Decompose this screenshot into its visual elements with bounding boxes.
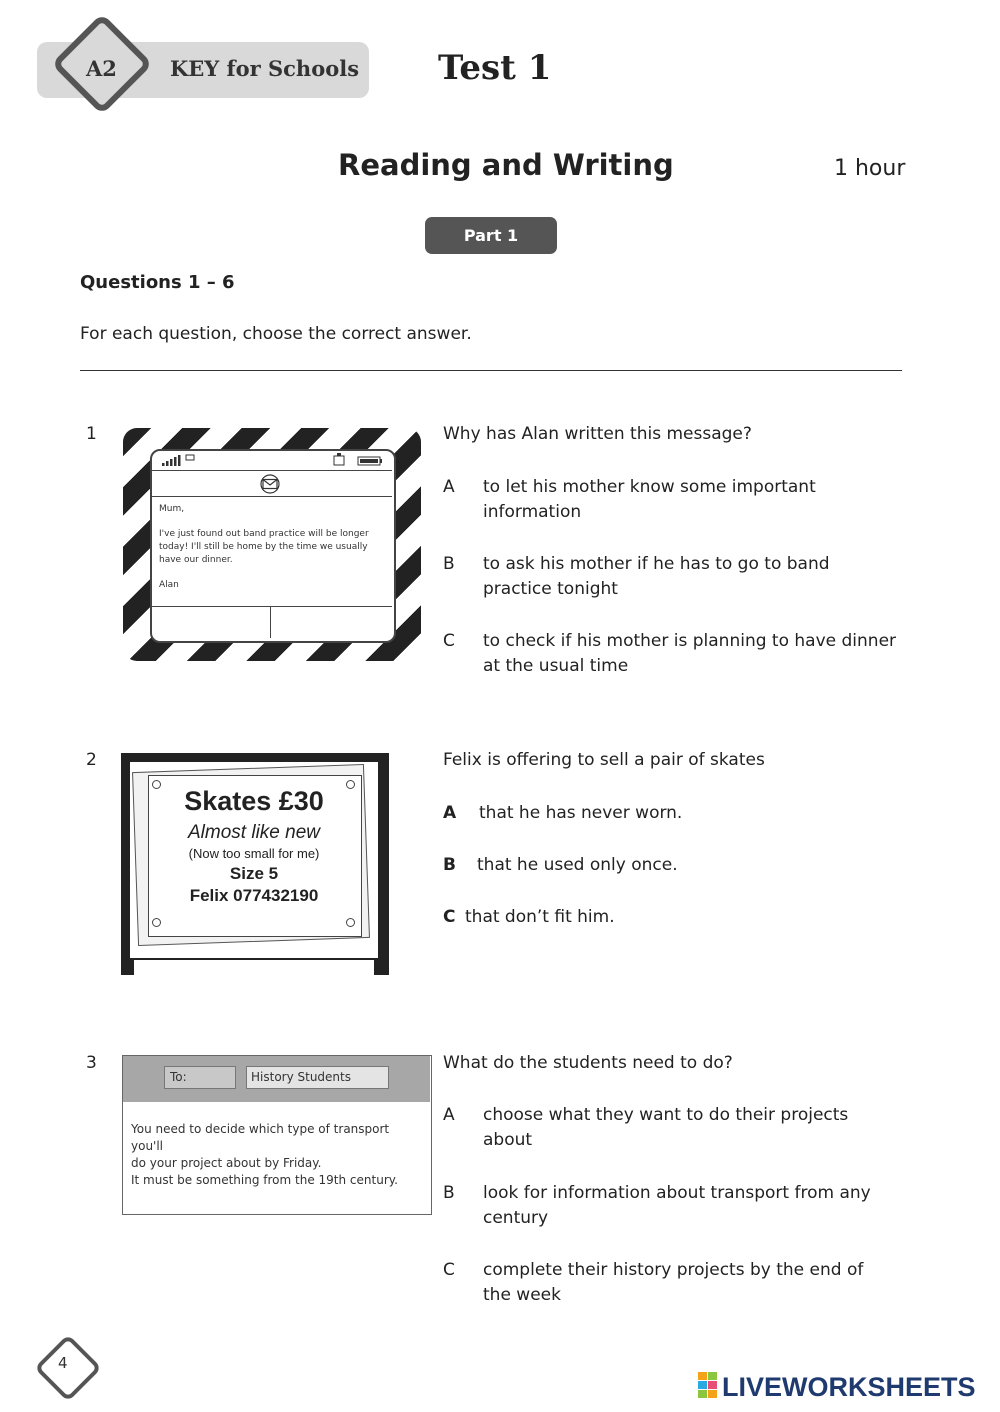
to-label: To: bbox=[170, 1070, 187, 1084]
duration: 1 hour bbox=[834, 156, 906, 181]
test-title: Test 1 bbox=[438, 48, 552, 88]
sign-title: Skates £30 bbox=[184, 786, 324, 816]
option-c[interactable]: complete their history projects by the end of the week bbox=[483, 1260, 864, 1305]
option-c[interactable]: to check if his mother is planning to have dinner at the usual time bbox=[483, 631, 897, 676]
pin-icon bbox=[152, 918, 161, 927]
question-stem: Why has Alan written this message? bbox=[443, 424, 752, 444]
sign-base bbox=[134, 960, 374, 976]
option-c[interactable]: that don’t fit him. bbox=[465, 907, 615, 927]
sign-size: Size 5 bbox=[229, 864, 279, 883]
to-value: History Students bbox=[251, 1070, 351, 1084]
message-greeting: Mum, bbox=[159, 504, 185, 514]
message-line: have our dinner. bbox=[159, 555, 233, 565]
sign-note: (Now too small for me) bbox=[188, 846, 320, 861]
option-letter[interactable]: C bbox=[443, 631, 455, 651]
question-stem: What do the students need to do? bbox=[443, 1053, 733, 1073]
divider bbox=[80, 370, 902, 371]
brand-name[interactable]: LIVEWORKSHEETS bbox=[722, 1372, 976, 1402]
option-a[interactable]: choose what they want to do their projects about bbox=[483, 1105, 849, 1150]
option-letter[interactable]: C bbox=[443, 1260, 455, 1280]
option-letter[interactable]: B bbox=[443, 1183, 455, 1203]
exam-name: KEY for Schools bbox=[170, 56, 360, 81]
signal-icon bbox=[160, 453, 200, 467]
option-letter[interactable]: A bbox=[443, 477, 455, 497]
phone-header-divider bbox=[151, 496, 392, 497]
email-body: You need to decide which type of transport you'll do your project about by Friday. It must be something from the 19th century. bbox=[131, 1122, 398, 1187]
phone-status-divider bbox=[151, 470, 392, 471]
page-number: 4 bbox=[58, 1354, 68, 1372]
liveworksheets-logo-icon bbox=[698, 1372, 718, 1398]
question-number: 1 bbox=[86, 424, 97, 444]
option-a[interactable]: that he has never worn. bbox=[479, 803, 683, 823]
pin-icon bbox=[346, 918, 355, 927]
instruction: For each question, choose the correct answer. bbox=[80, 324, 472, 344]
page-diamond-icon bbox=[34, 1334, 102, 1402]
level-label: A2 bbox=[86, 56, 117, 81]
message-line: I've just found out band practice will be longer bbox=[159, 529, 369, 539]
phone-button-divider bbox=[270, 607, 271, 638]
section-title: Reading and Writing bbox=[338, 148, 674, 182]
part-label: Part 1 bbox=[425, 217, 557, 254]
sign-subtitle: Almost like new bbox=[188, 822, 320, 843]
option-b[interactable]: that he used only once. bbox=[477, 855, 678, 875]
option-letter[interactable]: A bbox=[443, 1105, 455, 1125]
question-number: 2 bbox=[86, 750, 97, 770]
sign-contact: Felix 077432190 bbox=[189, 886, 319, 905]
question-number: 3 bbox=[86, 1053, 97, 1073]
message-line: today! I'll still be home by the time we usually bbox=[159, 542, 368, 552]
option-b[interactable]: look for information about transport from any century bbox=[483, 1183, 871, 1228]
phone-footer-divider bbox=[151, 606, 392, 607]
option-letter[interactable]: C bbox=[443, 907, 456, 927]
option-letter[interactable]: A bbox=[443, 803, 457, 823]
option-letter[interactable]: B bbox=[443, 554, 455, 574]
option-a[interactable]: to let his mother know some important information bbox=[483, 477, 816, 522]
questions-range: Questions 1 – 6 bbox=[80, 272, 235, 293]
option-b[interactable]: to ask his mother if he has to go to band practice tonight bbox=[483, 554, 830, 599]
option-letter[interactable]: B bbox=[443, 855, 456, 875]
envelope-icon bbox=[258, 474, 282, 494]
question-stem: Felix is offering to sell a pair of skates bbox=[443, 750, 765, 770]
battery-icon bbox=[332, 453, 386, 467]
message-signature: Alan bbox=[159, 580, 179, 590]
